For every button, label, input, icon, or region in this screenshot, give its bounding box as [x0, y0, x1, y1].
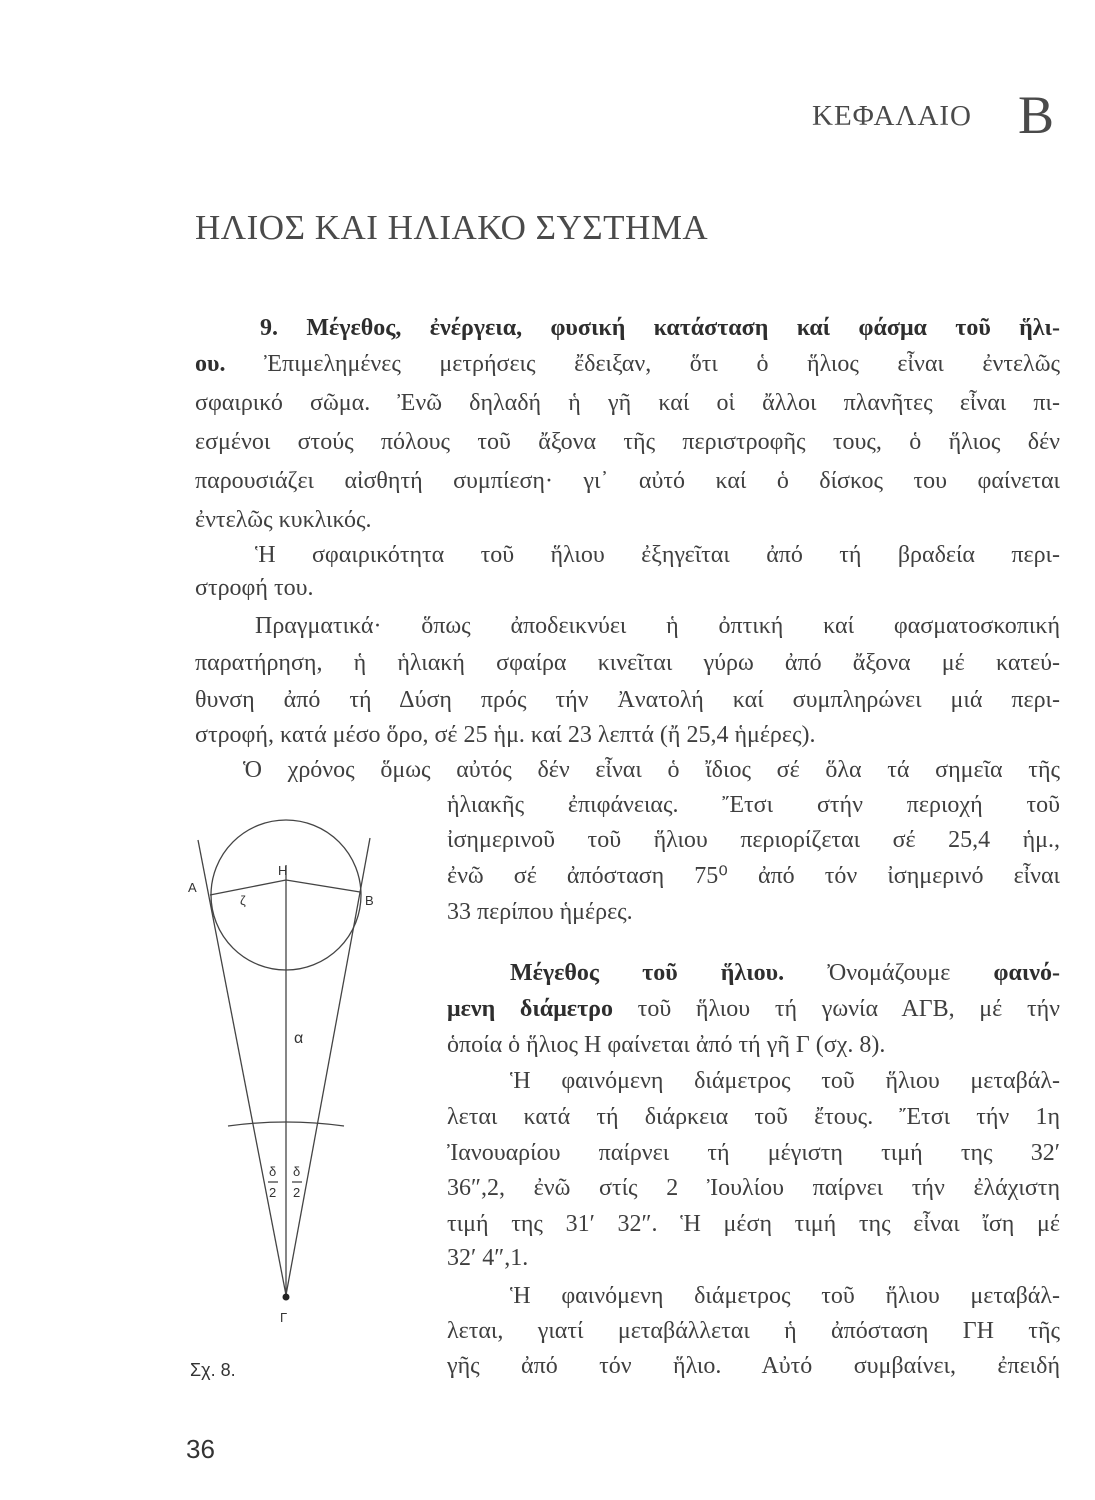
section-9-heading-end: ου.	[195, 351, 226, 377]
paragraph-line: Πραγματικά· ὅπως ἀποδεικνύει ἡ ὀπτική καί φασματοσκοπική	[255, 613, 1060, 639]
label-A: Α	[188, 880, 197, 895]
paragraph-line: παρατήρηση, ἡ ἡλιακή σφαίρα κινεῖται γύρω ἀπό ἄξονα μέ κατεύ-	[195, 650, 1060, 676]
chapter-label: ΚΕΦΑΛΑΙΟ	[812, 100, 972, 132]
paragraph-line: Ἰανουαρίου παίρνει τή μέγιστη τιμή της 32′	[447, 1140, 1060, 1166]
paragraph-line: εσμένοι στούς πόλους τοῦ ἄξονα τῆς περιστροφῆς τους, ὁ ἥλιος δέν	[195, 429, 1060, 455]
size-line-text: τοῦ ἥλιου τή γωνία ΑΓΒ, μέ τήν	[637, 996, 1060, 1022]
paragraph-line: σφαιρικό σῶμα. Ἐνῶ δηλαδή ἡ γῆ καί οἱ ἄλλοι πλανῆτες εἶναι πι-	[195, 390, 1060, 416]
paragraph-line: θυνση ἀπό τή Δύση πρός τήν Ἀνατολή καί συμπληρώνει μιά περι-	[195, 687, 1060, 713]
paragraph-line: ἡλιακῆς ἐπιφάνειας. Ἔτσι στήν περιοχή τοῦ	[447, 792, 1060, 818]
figure-8-diagram	[170, 800, 420, 1350]
label-delta-left: δ	[269, 1164, 277, 1179]
paragraph-line: λεται κατά τή διάρκεια τοῦ ἔτους. Ἔτσι τήν 1η	[447, 1104, 1060, 1130]
chapter-letter: Β	[1018, 85, 1055, 145]
label-delta-right: δ	[293, 1164, 301, 1179]
paragraph-line: παρουσιάζει αἰσθητή συμπίεση· γι᾽ αὐτό καί ὁ δίσκος του φαίνεται	[195, 468, 1060, 494]
label-alpha: α	[294, 1030, 304, 1047]
paragraph-line	[447, 991, 1060, 1027]
paragraph-line: ἰσημερινοῦ τοῦ ἥλιου περιορίζεται σέ 25,4 ἡμ.,	[447, 827, 1060, 853]
page-title: ΗΛΙΟΣ ΚΑΙ ΗΛΙΑΚΟ ΣΥΣΤΗΜΑ	[195, 208, 709, 247]
paragraph-line: ἐντελῶς κυκλικός.	[195, 507, 372, 533]
size-heading: Μέγεθος τοῦ ἥλιου.	[510, 960, 785, 986]
figure-caption: Σχ. 8.	[190, 1360, 236, 1380]
page-number: 36	[186, 1434, 215, 1464]
paragraph-line: Ἡ σφαιρικότητα τοῦ ἥλιου ἐξηγεῖται ἀπό τή βραδεία περι-	[255, 542, 1060, 568]
tangent-line-left	[198, 840, 286, 1295]
radius-right	[286, 880, 360, 892]
paragraph-line: Ἡ φαινόμενη διάμετρος τοῦ ἥλιου μεταβάλ-	[510, 1283, 1060, 1309]
size-term-start: φαινό-	[993, 960, 1060, 986]
section-9-heading: 9. Μέγεθος, ἐνέργεια, φυσική κατάσταση καί φάσμα τοῦ ἥλι-	[260, 315, 1060, 341]
size-heading-rest: Ὀνομάζουμε	[827, 960, 951, 986]
size-heading-line	[510, 955, 1060, 991]
paragraph-line: τιμή της 31′ 32″. Ἡ μέση τιμή της εἶναι ἴση μέ	[447, 1211, 1060, 1237]
label-G: Γ	[280, 1310, 288, 1325]
label-two-left: 2	[269, 1185, 277, 1200]
paragraph-line: ὁποία ὁ ἥλιος Η φαίνεται ἀπό τή γῆ Γ (σχ. 8).	[447, 1032, 886, 1058]
section-9-line	[195, 346, 1060, 382]
earth-point	[283, 1294, 290, 1301]
tangent-line-right	[286, 838, 370, 1295]
radius-left	[210, 880, 286, 895]
label-H: Η	[278, 863, 288, 878]
section-9-line-text: Ἐπιμελημένες μετρήσεις ἔδειξαν, ὅτι ὁ ἥλιος εἶναι ἐντελῶς	[264, 351, 1060, 377]
paragraph-line: Ἡ φαινόμενη διάμετρος τοῦ ἥλιου μεταβάλ-	[510, 1068, 1060, 1094]
paragraph-line: λεται, γιατί μεταβάλλεται ἡ ἀπόσταση ΓΗ τῆς	[447, 1318, 1060, 1344]
label-two-right: 2	[293, 1185, 301, 1200]
paragraph-line: ἐνῶ σέ ἀπόσταση 75⁰ ἀπό τόν ἰσημερινό εἶναι	[447, 863, 1060, 889]
paragraph-line: 36″,2, ἐνῶ στίς 2 Ἰουλίου παίρνει τήν ἐλάχιστη	[447, 1175, 1060, 1201]
label-B: B	[365, 893, 374, 908]
size-term-end: μενη διάμετρο	[447, 996, 613, 1022]
paragraph-line: στροφή, κατά μέσο ὅρο, σέ 25 ἡμ. καί 23 λεπτά (ἤ 25,4 ἡμέρες).	[195, 722, 816, 748]
paragraph-line: στροφή του.	[195, 575, 314, 601]
paragraph-line: γῆς ἀπό τόν ἥλιο. Αὐτό συμβαίνει, ἐπειδή	[447, 1353, 1060, 1379]
paragraph-line: 33 περίπου ἡμέρες.	[447, 899, 633, 925]
paragraph-line: 32′ 4″,1.	[447, 1245, 529, 1271]
paragraph-line: Ὁ χρόνος ὅμως αὐτός δέν εἶναι ὁ ἴδιος σέ ὅλα τά σημεῖα τῆς	[243, 757, 1060, 783]
label-radius: ζ	[240, 893, 246, 908]
